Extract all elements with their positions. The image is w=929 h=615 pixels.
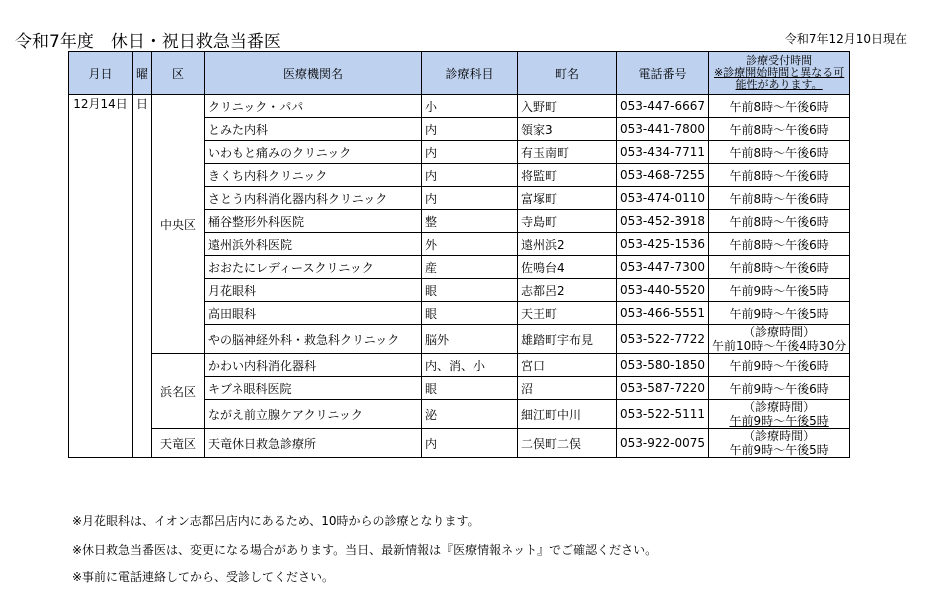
hours: 午前8時～午後6時	[709, 141, 850, 164]
town: 細江町中川	[518, 400, 617, 429]
town: 佐鳴台4	[518, 256, 617, 279]
hours	[709, 325, 850, 354]
col-header-ward: 区	[152, 52, 205, 95]
town: 領家3	[518, 118, 617, 141]
phone-number: 053-474-0110	[617, 187, 709, 210]
col-header-town: 町名	[518, 52, 617, 95]
department: 内、消、小	[422, 354, 518, 377]
col-header-facility: 医療機関名	[205, 52, 422, 95]
facility-name: かわい内科消化器科	[205, 354, 422, 377]
phone-number: 053-452-3918	[617, 210, 709, 233]
department: 内	[422, 429, 518, 458]
facility-name: おおたにレディースクリニック	[205, 256, 422, 279]
facility-name: いわもと痛みのクリニック	[205, 141, 422, 164]
facility-name: さとう内科消化器内科クリニック	[205, 187, 422, 210]
hours: 午前8時～午後6時	[709, 164, 850, 187]
col-header-department: 診療科目	[422, 52, 518, 95]
hours	[709, 429, 850, 458]
on-duty-schedule-table	[68, 51, 850, 458]
phone-number: 053-434-7711	[617, 141, 709, 164]
hours: 午前9時～午後5時	[709, 302, 850, 325]
town: 宮口	[518, 354, 617, 377]
date-cell: 12月14日	[69, 95, 133, 458]
hours-label: （診療時間）	[743, 429, 816, 443]
phone-number: 053-440-5520	[617, 279, 709, 302]
col-header-weekday: 曜	[133, 52, 152, 95]
ward-cell-hamana: 浜名区	[152, 354, 205, 429]
col-header-hours	[709, 52, 850, 95]
col-header-month-day: 月日	[69, 52, 133, 95]
phone-number: 053-468-7255	[617, 164, 709, 187]
phone-number: 053-441-7800	[617, 118, 709, 141]
col-header-hours-title: 診療受付時間	[746, 54, 813, 67]
hours: 午前9時～午後5時	[709, 279, 850, 302]
town: 志都呂2	[518, 279, 617, 302]
phone-number: 053-922-0075	[617, 429, 709, 458]
facility-name: やの脳神経外科・救急科クリニック	[205, 325, 422, 354]
hours: 午前8時～午後6時	[709, 95, 850, 118]
as-of-date: 令和7年12月10日現在	[784, 32, 907, 46]
facility-name: 高田眼科	[205, 302, 422, 325]
department: 小	[422, 95, 518, 118]
department: 整	[422, 210, 518, 233]
facility-name: 桶谷整形外科医院	[205, 210, 422, 233]
facility-name: 遠州浜外科医院	[205, 233, 422, 256]
town: 将監町	[518, 164, 617, 187]
facility-name: ながえ前立腺ケアクリニック	[205, 400, 422, 429]
hours-label: （診療時間）	[743, 400, 816, 414]
town: 富塚町	[518, 187, 617, 210]
table-row	[69, 354, 850, 377]
hours-value: 午前10時～午後4時30分	[712, 339, 847, 353]
department: 産	[422, 256, 518, 279]
note-call-ahead: ※事前に電話連絡してから、受診してください。	[72, 570, 335, 584]
hours: 午前9時～午後6時	[709, 354, 850, 377]
table-row	[69, 95, 850, 118]
department: 脳外	[422, 325, 518, 354]
hours: 午前8時～午後6時	[709, 187, 850, 210]
department: 内	[422, 187, 518, 210]
department: 眼	[422, 279, 518, 302]
note-gekka-eye-clinic: ※月花眼科は、イオン志都呂店内にあるため、10時からの診療となります。	[72, 514, 480, 528]
hours: 午前8時～午後6時	[709, 233, 850, 256]
town: 遠州浜2	[518, 233, 617, 256]
facility-name: きくち内科クリニック	[205, 164, 422, 187]
hours: 午前8時～午後6時	[709, 118, 850, 141]
hours: 午前8時～午後6時	[709, 256, 850, 279]
phone-number: 053-447-7300	[617, 256, 709, 279]
phone-number: 053-466-5551	[617, 302, 709, 325]
facility-name: キブネ眼科医院	[205, 377, 422, 400]
department: 内	[422, 141, 518, 164]
col-header-phone: 電話番号	[617, 52, 709, 95]
facility-name: 月花眼科	[205, 279, 422, 302]
phone-number: 053-580-1850	[617, 354, 709, 377]
col-header-hours-note: ※診療開始時間と異なる可能性があります。	[714, 66, 845, 91]
department: 内	[422, 118, 518, 141]
page-title: 令和7年度 休日・祝日救急当番医	[15, 32, 281, 52]
department: 眼	[422, 377, 518, 400]
header-row	[69, 52, 850, 95]
town: 二俣町二俣	[518, 429, 617, 458]
department: 内	[422, 164, 518, 187]
phone-number: 053-587-7220	[617, 377, 709, 400]
town: 天王町	[518, 302, 617, 325]
town: 雄踏町宇布見	[518, 325, 617, 354]
hours-value: 午前9時～午後5時	[729, 414, 829, 428]
hours: 午前8時～午後6時	[709, 210, 850, 233]
hours	[709, 400, 850, 429]
phone-number: 053-447-6667	[617, 95, 709, 118]
note-schedule-changes: ※休日救急当番医は、変更になる場合があります。当日、最新情報は『医療情報ネット』でご確認ください。	[72, 543, 658, 557]
town: 沼	[518, 377, 617, 400]
hours-value: 午前9時～午後5時	[729, 443, 829, 457]
ward-cell-tenryu: 天竜区	[152, 429, 205, 458]
facility-name: クリニック・パパ	[205, 95, 422, 118]
department: 眼	[422, 302, 518, 325]
town: 入野町	[518, 95, 617, 118]
facility-name: とみた内科	[205, 118, 422, 141]
ward-cell-chuo: 中央区	[152, 95, 205, 354]
weekday-cell: 日	[133, 95, 152, 458]
hours: 午前9時～午後6時	[709, 377, 850, 400]
department: 泌	[422, 400, 518, 429]
facility-name: 天竜休日救急診療所	[205, 429, 422, 458]
phone-number: 053-522-7722	[617, 325, 709, 354]
town: 有玉南町	[518, 141, 617, 164]
department: 外	[422, 233, 518, 256]
phone-number: 053-522-5111	[617, 400, 709, 429]
table-row	[69, 429, 850, 458]
town: 寺島町	[518, 210, 617, 233]
hours-label: （診療時間）	[743, 325, 816, 339]
phone-number: 053-425-1536	[617, 233, 709, 256]
